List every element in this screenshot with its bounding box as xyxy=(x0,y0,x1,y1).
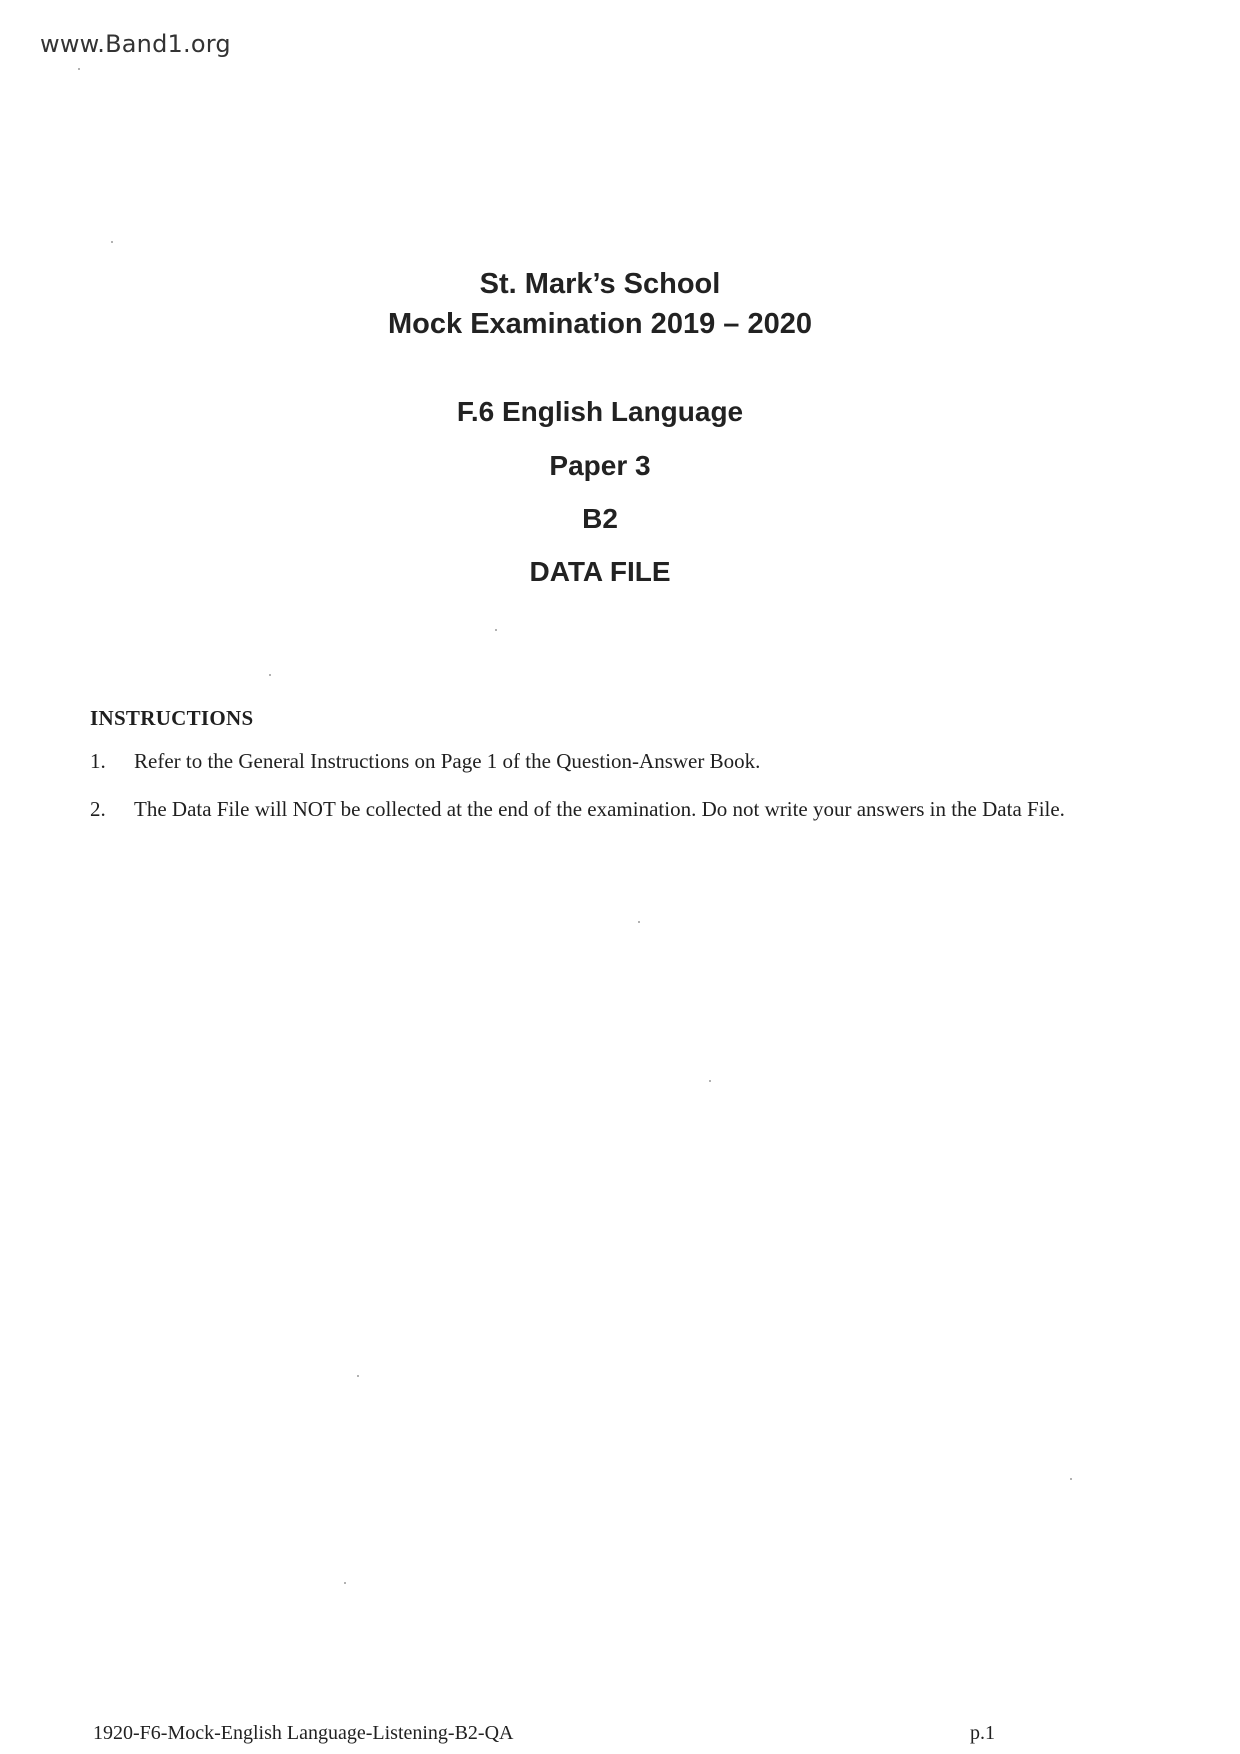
scan-speck xyxy=(638,921,640,923)
scan-speck xyxy=(344,1582,346,1584)
instruction-item xyxy=(90,743,1120,779)
exam-title: Mock Examination 2019 – 2020 xyxy=(388,308,812,340)
footer-file-code: 1920-F6-Mock-English Language-Listening-B2-QA xyxy=(93,1722,514,1744)
scan-speck xyxy=(357,1375,359,1377)
instruction-list xyxy=(90,743,1120,827)
scan-speck xyxy=(1070,1478,1072,1480)
instruction-text: Refer to the General Instructions on Page 1 of the Question-Answer Book. xyxy=(134,749,761,773)
instruction-text: The Data File will NOT be collected at the end of the examination. Do not write your answers in the Data File. xyxy=(134,797,1065,821)
instruction-number: 1. xyxy=(90,749,106,773)
scan-speck xyxy=(78,68,80,70)
scan-speck xyxy=(269,674,271,676)
instruction-number: 2. xyxy=(90,797,106,821)
page-number: p.1 xyxy=(970,1722,995,1744)
instructions-heading: INSTRUCTIONS xyxy=(90,706,254,730)
instructions-section xyxy=(90,706,1120,839)
scan-speck xyxy=(495,629,497,631)
school-name: St. Mark’s School xyxy=(479,268,721,300)
document-type: DATA FILE xyxy=(529,556,671,587)
scan-speck xyxy=(709,1080,711,1082)
paper-part: B2 xyxy=(582,503,618,534)
instruction-item xyxy=(90,791,1120,827)
scan-speck xyxy=(111,241,113,243)
paper-number: Paper 3 xyxy=(549,450,651,481)
watermark-url: www.Band1.org xyxy=(40,30,231,58)
subject-title: F.6 English Language xyxy=(456,396,744,427)
